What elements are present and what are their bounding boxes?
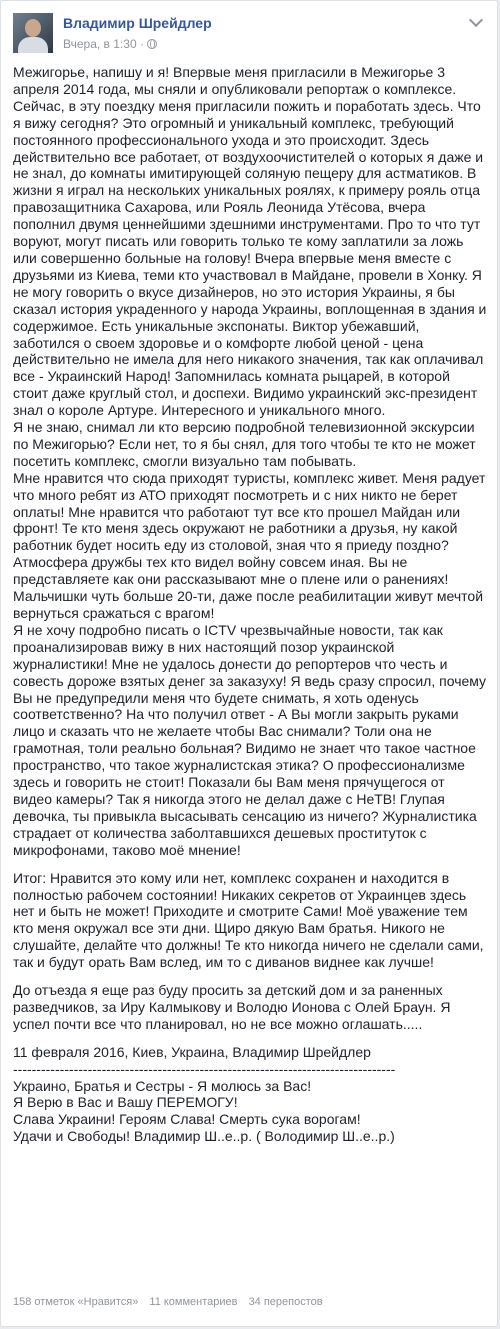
chevron-down-icon[interactable] <box>469 13 483 27</box>
post-paragraph: Итог: Нравится это кому или нет, комплекс сохранен и находится в полностью рабочем состоянии! Никаких секретов от Украинцев здесь нет и быть не может! Приходите и смотрите Сами! Моё уважение тем кто меня окружал все эти дни. Щиро дякую Вам братья. Никого не слушайте, делайте что должны! Те кто никогда ничего не сделали сами, так и будут орать Вам вслед, им то с диванов виднее как лучше! <box>13 869 484 971</box>
post-paragraph: 11 февраля 2016, Киев, Украина, Владимир Шрейдлер ---------------------------------------------------------------------------------- Украино, Братья и Сестры - Я молюсь за Вас! Я Верю в Вас и Вашу ПЕРЕМОГУ! Слава Украини! Героям Слава! Смерть сука ворогам! Удачи и Свободы! Владимир Ш..е..р. ( Володимир Ш..е..р.) <box>13 1043 396 1145</box>
author-name[interactable]: Владимир Шрейдлер <box>63 15 212 31</box>
post-text <box>13 64 487 1145</box>
likes-count[interactable]: 158 отметок «Нравится» <box>13 1296 139 1308</box>
avatar[interactable] <box>13 13 53 53</box>
post-paragraph: Межигорье, напишу и я! Впервые меня пригласили в Межигорье 3 апреля 2014 года, мы сняли и опубликовали репортаж о комплексе. Сейчас, в эту поездку меня пригласили пожить и поработать здесь. Что я вижу сегодня? Это огромный и уникальный комплекс, требующий постоянного профессионального ухода и это происходит. Здесь действительно все работает, от воздухоочистителей о которых я даже и не знал, до комнаты имитирующей соляную пещеру для астматиков. В жизни я играл на нескольких уникальных роялях, к примеру рояль отца правозащитника Сахарова, или Рояль Леонида Утёсова, вчера пополнил двумя ценнейшими здешними инструментами. Про то что тут воруют, могут писать или говорить только те кому заплатили за ложь или совершенно больные на голову! Вчера впервые меня вместе с друзьями из Киева, теми кто участвовал в Майдане, провели в Хонку. Я не могу говорить о вкусе дизайнеров, но это история Украины, я бы сказал история украденного у народа Украины, воплощенная в здания и содержимое. Есть уникальные экспонаты. Виктор убежавший, заботился о своем здоровье и о комфорте любой ценой - цена действительно не имела для него никакого значения, так как оплачивал все - Украинский Народ! Запомнилась комната рыцарей, в которой стоит даже круглый стол, и доспехи. Видимо украинский экс-президент знал о короле Артуре. Интересного и уникального много. Я не знаю, снимал ли кто версию подробной телевизионной экскурсии по Межигорью? Если нет, то я бы снял, для того чтобы те кто не может посетить комплекс, смогли визуально там побывать. Мне нравится что сюда приходят туристы, комплекс живет. Меня радует что много ребят из АТО приходят посмотреть и с них никто не берет оплаты! Мне нравится что работают тут все кто прошел Майдан или фронт! Те кто меня здесь окружают не работники а друзья, ну какой работник будет носить еду из столовой, зная что я приеду поздно? Атмосфера дружбы тех кто видел войну совсем иная. Вы не представляете как они рассказывают мне о плене или о ранениях! Мальчишки чуть больше 20-ти, даже после реабилитации живут мечтой вернуться сражаться с врагом! Я не хочу подробно писать о ICTV чрезвычайные новости, так как проанализировав вижу в них настоящий позор украинской журналистики! Мне не удалось донести до репортеров что честь и совесть дороже взятых денег за заказуху! Я ведь сразу спросил, почему Вы не предупредили меня что будете снимать, я хоть оденусь соответственно? На что получил ответ - А Вы могли закрыть руками лицо и сказать что не желаете чтобы Вас снимали? Толи она не грамотная, толи реально больная? Видимо не знает что такое частное пространство, что такое журналистская этика? О профессионализме здесь и говорить не стоит! Показали бы Вам меня прячущегося от видео камеры? Так я никогда этого не делал даже с НеТВ! Глупая девочка, ты привыкла высасывать сенсацию из ничего? Журналистика страдает от количества заболтавшихся дешевых проституток с микрофонами, таково моё мнение! <box>13 64 487 858</box>
post-meta <box>63 37 157 51</box>
post-timestamp[interactable]: Вчера, в 1:30 · <box>63 37 144 51</box>
post-stats <box>13 1296 331 1308</box>
comments-count[interactable]: 11 комментариев <box>149 1296 238 1308</box>
shares-count[interactable]: 34 перепостов <box>248 1296 323 1308</box>
avatar-body <box>18 37 48 53</box>
avatar-head <box>25 19 41 37</box>
globe-icon <box>147 39 157 49</box>
post-paragraph: До отъезда я еще раз буду просить за детский дом и за раненных разведчиков, за Иру Калмыкову и Володю Ионова с Олей Браун. Я успел почти все что планировал, но не все можно оглашать..... <box>13 982 451 1032</box>
